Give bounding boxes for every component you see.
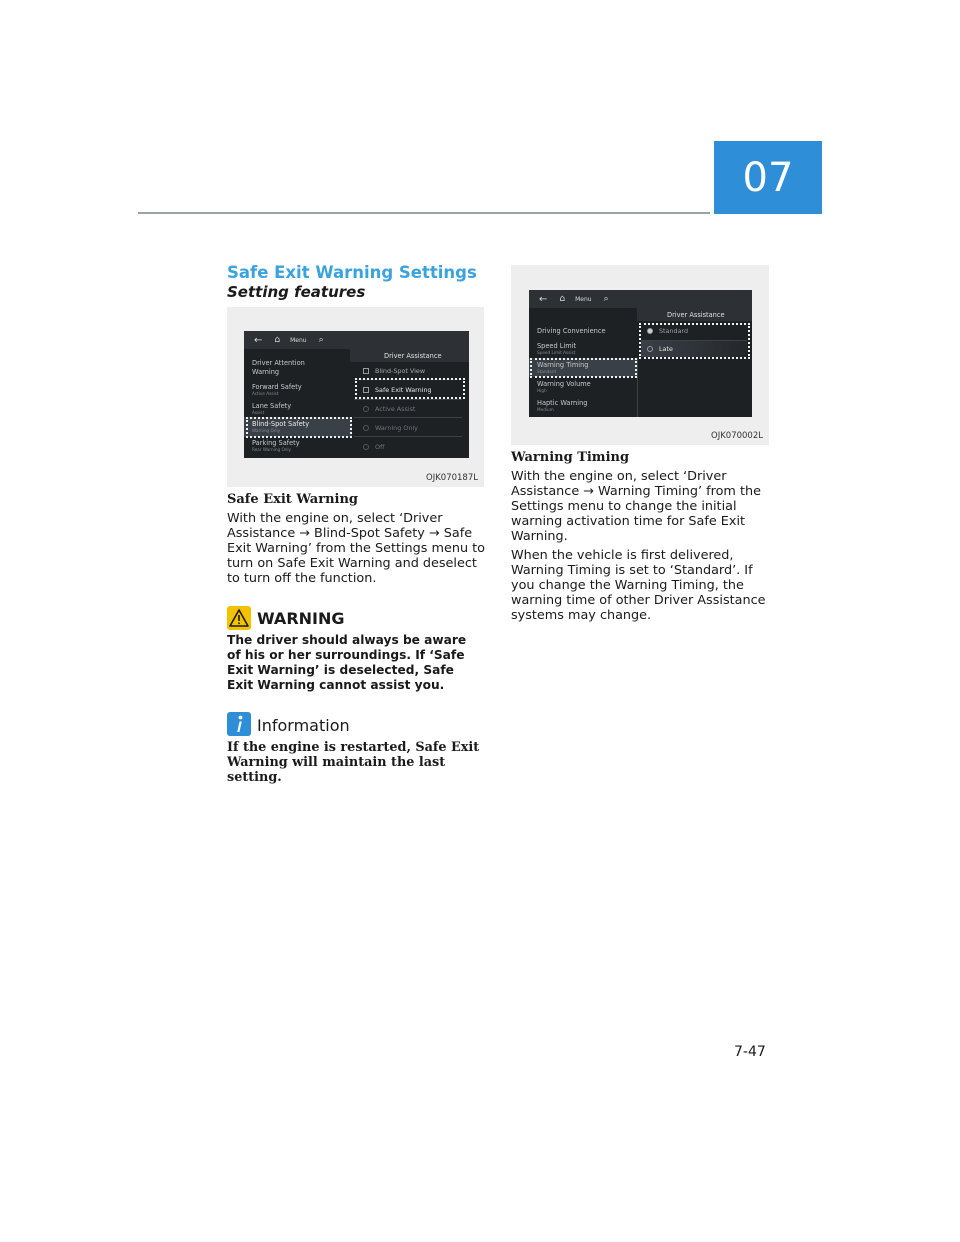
menu-item-warning-timing[interactable]: Warning Timing Standard <box>537 361 589 374</box>
divider <box>354 417 462 418</box>
home-icon[interactable]: ⌂ <box>274 335 281 345</box>
divider <box>354 399 462 400</box>
warning-timing-heading: Warning Timing <box>511 450 630 465</box>
option-warning-only[interactable]: Warning Only <box>363 424 418 432</box>
chapter-tab: 07 <box>714 141 822 214</box>
warning-timing-para1: With the engine on, select ‘Driver Assistance → Warning Timing’ from the Settings menu to change the initial warning activation time for Safe Exit Warning. <box>511 469 761 544</box>
menu-item-driving-convenience[interactable]: Driving Convenience <box>537 327 606 335</box>
panel-title: Driver Assistance <box>384 352 442 360</box>
highlight-options <box>639 323 750 359</box>
option-active-assist[interactable]: Active Assist <box>363 405 415 413</box>
home-icon[interactable]: ⌂ <box>559 294 566 304</box>
warning-triangle-icon <box>227 606 251 630</box>
search-icon[interactable]: ⌕ <box>603 294 609 304</box>
menu-item-lane-safety[interactable]: Lane Safety Assist <box>252 402 292 415</box>
warning-timing-body <box>511 469 773 623</box>
screen-divider <box>637 358 638 417</box>
figure-warning-timing-settings <box>511 265 769 445</box>
section-title: Safe Exit Warning Settings <box>227 263 477 282</box>
menu-item-parking-safety[interactable]: Parking Safety Rear Warning Only <box>252 439 300 452</box>
option-safe-exit-warning[interactable]: Safe Exit Warning <box>363 386 432 394</box>
menu-item-speed-limit[interactable]: Speed Limit Speed Limit Assist <box>537 342 577 355</box>
information-icon <box>227 712 251 736</box>
option-late[interactable]: Late <box>647 345 673 353</box>
settings-screen <box>244 331 469 458</box>
menu-label[interactable]: Menu <box>575 295 592 303</box>
settings-screen <box>529 290 752 417</box>
radio-icon <box>363 406 369 412</box>
warning-timing-para2: When the vehicle is first delivered, Warning Timing is set to ‘Standard’. If you change the Warning Timing, the warning time of other Driver Assistance systems may change. <box>511 548 766 623</box>
screen-top-bar <box>529 290 752 308</box>
divider <box>354 436 462 437</box>
header-rule <box>138 212 710 214</box>
safe-exit-heading: Safe Exit Warning <box>227 492 359 507</box>
option-blind-spot-view[interactable]: Blind-Spot View <box>363 367 425 375</box>
information-text: If the engine is restarted, Safe Exit Warning will maintain the last setting. <box>227 740 480 785</box>
figure-code: OJK070002L <box>711 431 763 441</box>
page-number: 7-47 <box>734 1044 766 1060</box>
back-arrow-icon[interactable]: ← <box>539 293 548 305</box>
checkbox-icon <box>363 368 369 374</box>
radio-icon <box>363 444 369 450</box>
back-arrow-icon[interactable]: ← <box>254 334 263 346</box>
figure-safe-exit-settings <box>227 307 484 487</box>
search-icon[interactable]: ⌕ <box>318 335 324 345</box>
highlight-blind-spot-safety <box>246 417 352 438</box>
safe-exit-body: With the engine on, select ‘Driver Assistance → Blind-Spot Safety → Safe Exit Warning’ from the Settings menu to turn on Safe Exit Warning and deselect to turn off the function. <box>227 511 485 586</box>
radio-icon <box>363 425 369 431</box>
option-off[interactable]: Off <box>363 443 384 451</box>
highlight-safe-exit-warning <box>355 378 465 399</box>
menu-item-blind-spot-safety[interactable]: Blind-Spot Safety Warning Only <box>252 420 310 433</box>
screen-top-bar <box>244 331 469 349</box>
section-subtitle: Setting features <box>227 283 366 301</box>
menu-label[interactable]: Menu <box>290 336 307 344</box>
menu-item-forward-safety[interactable]: Forward Safety Active Assist <box>252 383 302 396</box>
menu-item-driver-attention[interactable]: Driver Attention <box>252 359 305 367</box>
warning-title: WARNING <box>257 609 345 628</box>
figure-code: OJK070187L <box>426 473 478 483</box>
option-standard[interactable]: Standard <box>647 327 688 335</box>
panel-title: Driver Assistance <box>667 311 725 319</box>
warning-text: The driver should always be aware of his or her surroundings. If ‘Safe Exit Warning’ is deselected, Safe Exit Warning cannot assist you. <box>227 633 467 692</box>
menu-item-warning-volume[interactable]: Warning Volume High <box>537 380 591 393</box>
highlight-warning-timing <box>530 358 637 378</box>
menu-item-haptic-warning[interactable]: Haptic Warning Medium <box>537 399 588 412</box>
information-title: Information <box>257 716 350 735</box>
menu-item-warning[interactable]: Warning <box>252 368 280 376</box>
